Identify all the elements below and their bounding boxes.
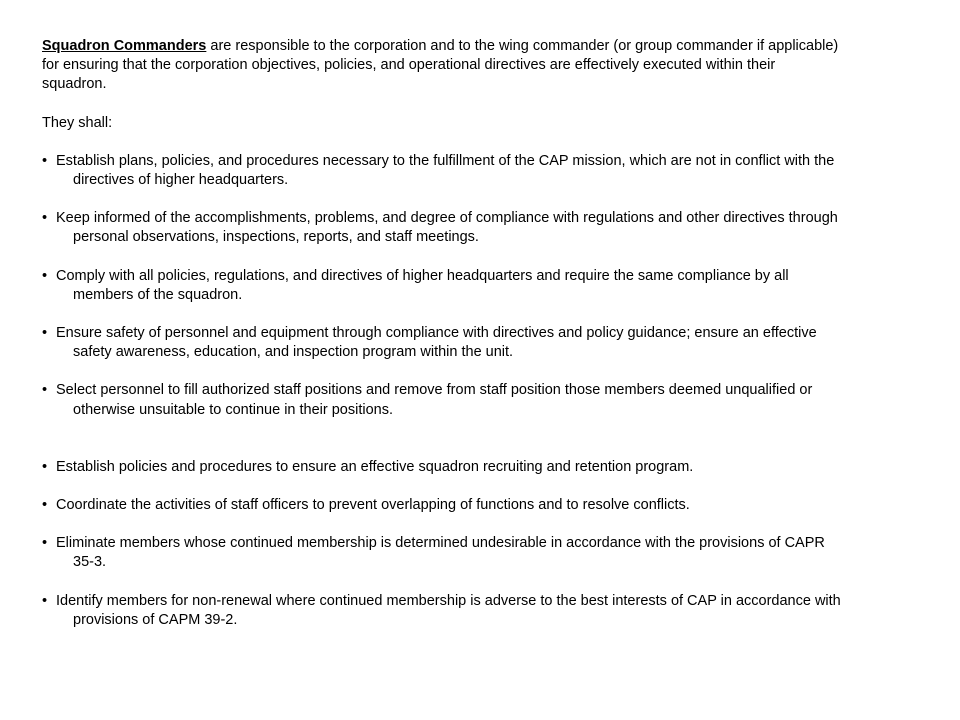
intro-text: are responsible to the corporation and to the wing commander (or group commander if applicable) for ensuring that the corporation objectives, policies, and operational directives are effectively executed within their squadron.: [42, 38, 839, 93]
duty-text: Comply with all policies, regulations, and directives of higher headquarters and require the same compliance by all members of the squadron.: [56, 267, 789, 303]
bullet-icon: •: [42, 210, 48, 227]
lead-text: They shall:: [42, 114, 113, 131]
intro-paragraph: [42, 37, 842, 95]
duty-item: [42, 458, 842, 477]
duty-item: [42, 152, 842, 190]
duty-text: Coordinate the activities of staff officers to prevent overlapping of functions and to resolve conflicts.: [56, 497, 690, 514]
bullet-icon: •: [42, 152, 48, 169]
duty-item: [42, 324, 842, 362]
duty-text: Establish policies and procedures to ensure an effective squadron recruiting and retention program.: [56, 458, 694, 475]
bullet-icon: •: [42, 458, 48, 475]
bullet-icon: •: [42, 382, 48, 399]
duty-text: Keep informed of the accomplishments, problems, and degree of compliance with regulations and other directives through personal observations, inspections, reports, and staff meetings.: [56, 210, 838, 246]
duty-item: [42, 592, 842, 630]
duty-text: Identify members for non-renewal where continued membership is adverse to the best interests of CAP in accordance with provisions of CAPM 39-2.: [56, 592, 841, 628]
duty-item: [42, 534, 842, 572]
bullet-icon: •: [42, 497, 48, 514]
duty-text: Select personnel to fill authorized staff positions and remove from staff position those members deemed unqualified or otherwise unsuitable to continue in their positions.: [56, 382, 813, 418]
duty-text: Establish plans, policies, and procedures necessary to the fulfillment of the CAP mission, which are not in conflict with the directives of higher headquarters.: [56, 152, 835, 189]
document-page: [42, 37, 842, 630]
duty-text: Ensure safety of personnel and equipment through compliance with directives and policy guidance; ensure an effective safety awareness, education, and inspection program within the unit.: [56, 325, 817, 361]
duties-list: [42, 152, 842, 630]
bullet-icon: •: [42, 592, 48, 609]
bullet-icon: •: [42, 325, 48, 342]
intro-title: Squadron Commanders: [42, 38, 207, 54]
duty-item: [42, 381, 842, 419]
duty-item: [42, 209, 842, 247]
duty-item: [42, 496, 842, 515]
bullet-icon: •: [42, 535, 48, 552]
duty-item: [42, 267, 842, 305]
bullet-icon: •: [42, 267, 48, 284]
duty-text: Eliminate members whose continued membership is determined undesirable in accordance with the provisions of CAPR 35-3.: [56, 535, 825, 571]
